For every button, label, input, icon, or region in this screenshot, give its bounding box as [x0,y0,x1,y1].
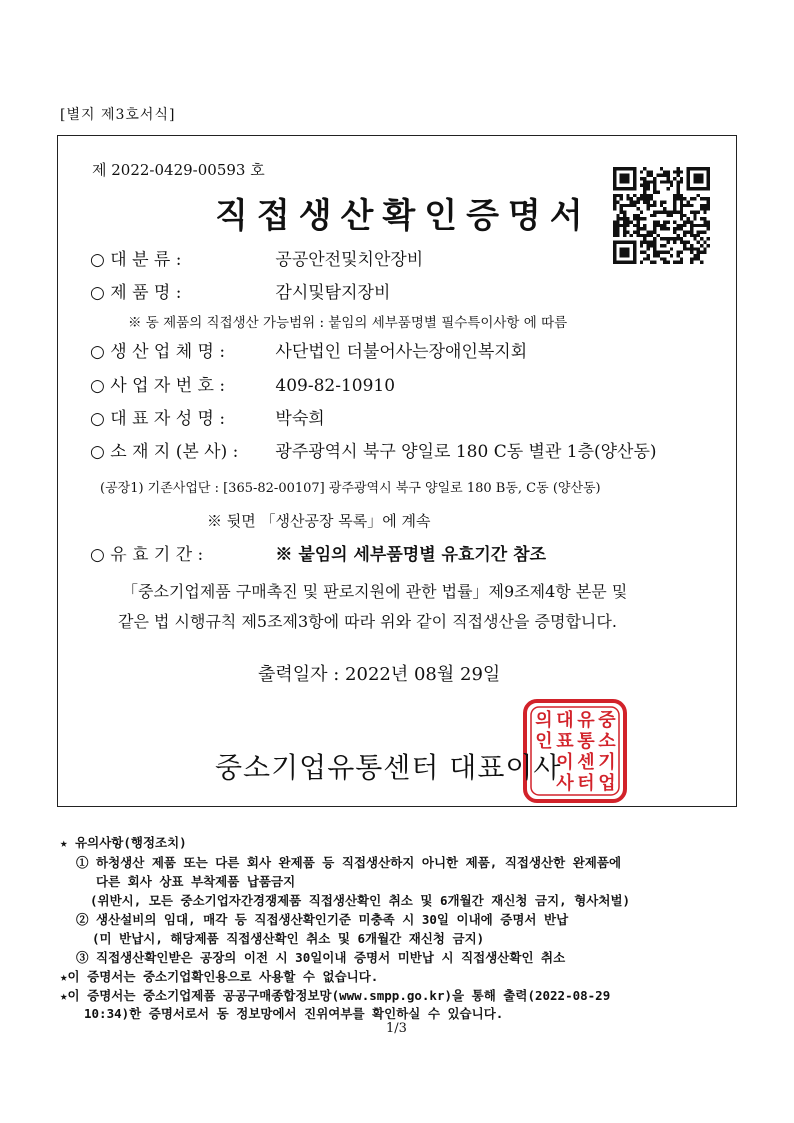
field-ceo-value: 박숙희 [275,409,325,429]
field-product-value: 감시및탐지장비 [275,283,391,303]
statement-line-2: 같은 법 시행규칙 제5조제3항에 따라 위와 같이 직접생산을 증명합니다. [118,612,617,631]
seal-glyph: 터 [577,773,595,794]
field-factory-value: [365-82-00107] 광주광역시 북구 양일로 180 B동, C동 (양산동) [223,481,601,496]
factory-list-note: ※ 뒷면 「생산공장 목록」에 계속 [207,512,431,530]
seal-glyph: 의 [535,710,553,731]
field-category-value: 공공안전및치안장비 [275,250,424,270]
notice-note-2b: 10:34)한 증명서로서 동 정보망에서 진위여부를 확인하실 수 있습니다. [84,1006,504,1021]
document-title: 직접생산확인증명서 [215,196,592,236]
signer-name: 중소기업유통센터 대표이사 [215,751,562,784]
field-factory [100,477,601,496]
notice-item-1c: (위반시, 모든 중소기업자간경쟁제품 직접생산확인 취소 및 6개월간 재신청 금지, 형사처벌) [90,893,631,908]
field-company-label: ○ 생 산 업 체 명 : [90,342,226,362]
field-biz-no-value: 409-82-10910 [275,376,396,396]
seal-glyph: 인 [535,731,553,752]
statement-line-1: 「중소기업제품 구매촉진 및 판로지원에 관한 법률」제9조제4항 본문 및 [122,582,628,601]
notice-item-1a: ① 하청생산 제품 또는 다른 회사 완제품 등 직접생산하지 아니한 제품, 직접생산한 완제품에 [76,855,622,870]
seal-glyph: 유 [577,710,595,731]
field-ceo-label: ○ 대 표 자 성 명 : [90,409,226,429]
field-company-value: 사단법인 더불어사는장애인복지회 [275,342,528,362]
notice-heading: ★ 유의사항(행정조치) [60,835,187,850]
seal-glyph: 센 [577,752,595,773]
seal-glyph: 중 [598,710,616,731]
seal-glyph: 대 [556,710,574,731]
field-biz-no-label: ○ 사 업 자 번 호 : [90,376,226,396]
seal-glyph: 통 [577,731,595,752]
notice-note-1: ★이 증명서는 중소기업확인용으로 사용할 수 없습니다. [60,969,379,984]
seal-glyph: 소 [598,731,616,752]
field-validity [90,540,546,565]
seal-glyph: 이 [556,752,574,773]
notice-note-2a: ★이 증명서는 중소기업제품 공공구매종합정보망(www.smpp.go.kr)을 통해 출력(2022-08-29 [60,988,611,1003]
field-address-label: ○ 소 재 지 (본 사) : [90,442,239,462]
field-category-label: ○ 대 분 류 : [90,250,182,270]
field-ceo [90,404,325,429]
field-product [90,278,390,303]
print-date: 출력일자 : 2022년 08월 29일 [258,664,501,685]
certificate-number: 제 2022-0429-00593 호 [92,161,265,179]
page-number: 1/3 [386,1021,407,1036]
field-validity-label: ○ 유 효 기 간 : [90,545,204,565]
notice-item-2a: ② 생산설비의 임대, 매각 등 직접생산확인기준 미충족 시 30일 이내에 증명서 반납 [76,912,569,927]
field-product-label: ○ 제 품 명 : [90,283,182,303]
field-company [90,337,527,362]
field-address [90,437,657,462]
field-category [90,245,423,270]
form-label: [별지 제3호서식] [60,107,176,123]
seal-glyph: 사 [556,773,574,794]
field-biz-no [90,371,395,396]
field-validity-value: ※ 붙임의 세부품명별 유효기간 참조 [275,545,546,565]
field-address-value: 광주광역시 북구 양일로 180 C동 별관 1층(양산동) [275,442,657,462]
notice-item-2b: (미 반납시, 해당제품 직접생산확인 취소 및 6개월간 재신청 금지) [92,931,485,946]
seal-glyph: 기 [598,752,616,773]
scope-note: ※ 동 제품의 직접생산 가능범위 : 붙임의 세부품명별 필수특이사항 에 따름 [128,315,568,331]
seal-glyph: 표 [556,731,574,752]
seal-glyph: 업 [598,773,616,794]
notice-item-3: ③ 직접생산확인받은 공장의 이전 시 30일이내 증명서 미반납 시 직접생산확인 취소 [76,950,566,965]
qr-code-icon [613,167,710,264]
field-factory-label: (공장1) 기존사업단 : [100,481,219,496]
notice-item-1b: 다른 회사 상표 부착제품 납품금지 [96,874,296,889]
